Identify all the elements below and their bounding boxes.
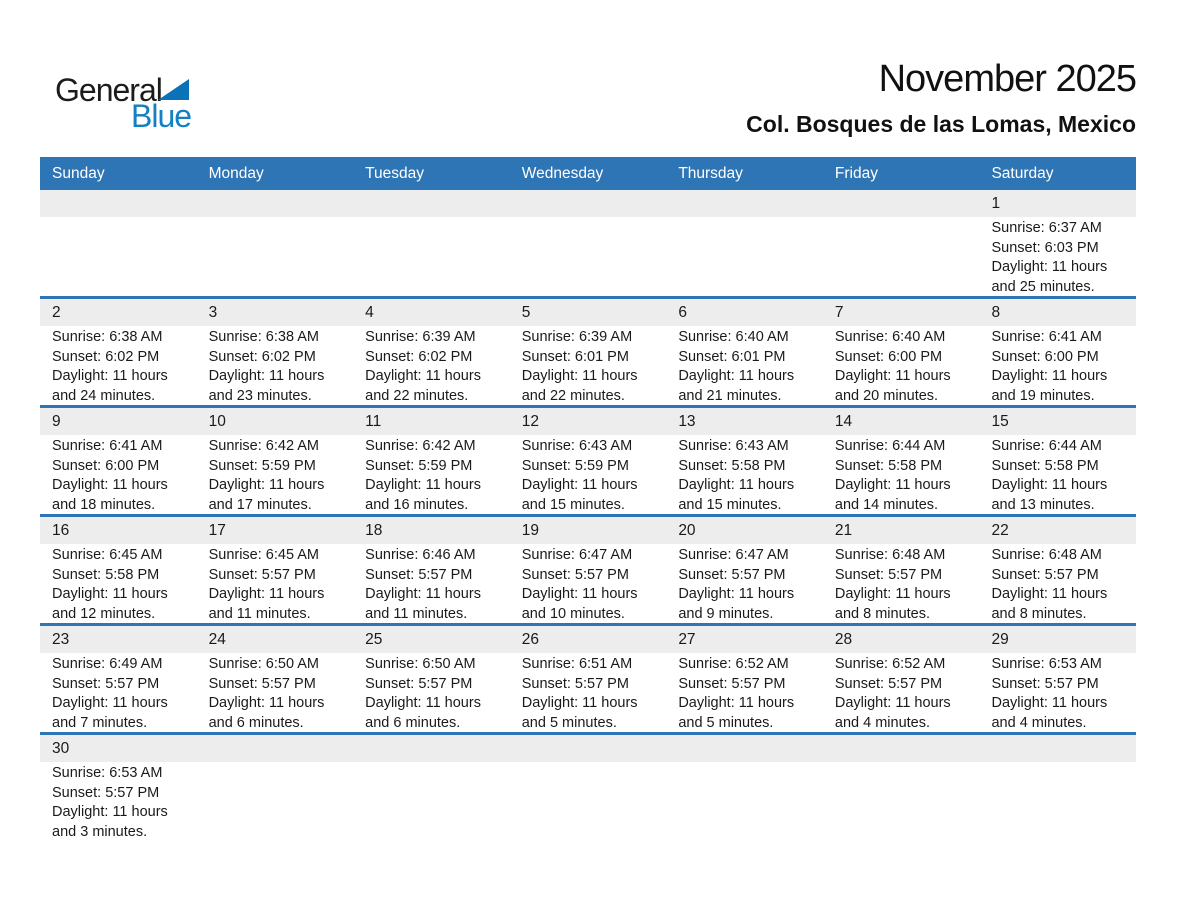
sunset-text: Sunset: 5:57 PM — [991, 566, 1099, 583]
daylight-text: Daylight: 11 hours and 9 minutes. — [678, 586, 795, 622]
sunset-text: Sunset: 5:57 PM — [678, 566, 786, 583]
sunset-text: Sunset: 5:58 PM — [834, 457, 943, 474]
day-cell — [353, 544, 510, 623]
week-body — [40, 762, 1136, 841]
sunrise-text: Sunrise: 6:38 AM — [52, 329, 163, 345]
day-number-band — [40, 735, 1136, 762]
daylight-text: Daylight: 11 hours and 7 minutes. — [52, 695, 168, 731]
weekday-thursday: Thursday — [678, 164, 743, 182]
day-cell — [823, 435, 980, 514]
day-number: 12 — [521, 412, 539, 430]
weekday-monday: Monday — [208, 164, 264, 182]
day-number: 15 — [991, 412, 1009, 430]
sunrise-text: Sunrise: 6:43 AM — [521, 438, 633, 454]
empty-day-cell — [197, 217, 354, 296]
day-cell — [353, 435, 510, 514]
day-cell — [979, 326, 1136, 405]
day-cell — [40, 435, 197, 514]
day-number: 7 — [834, 303, 844, 321]
sunset-text: Sunset: 5:57 PM — [365, 566, 473, 583]
sunset-text: Sunset: 6:02 PM — [208, 348, 316, 365]
day-number-band — [40, 408, 1136, 435]
daylight-text: Daylight: 11 hours and 3 minutes. — [52, 804, 168, 840]
day-cell — [979, 544, 1136, 623]
day-cell — [40, 653, 197, 732]
calendar-grid — [40, 190, 1136, 841]
daylight-text: Daylight: 11 hours and 6 minutes. — [365, 695, 481, 731]
sunrise-text: Sunrise: 6:48 AM — [991, 547, 1102, 563]
daylight-text: Daylight: 11 hours and 11 minutes. — [208, 586, 325, 622]
week-row — [40, 190, 1136, 299]
sunset-text: Sunset: 5:57 PM — [991, 675, 1099, 692]
day-number: 20 — [678, 521, 696, 539]
sunset-text: Sunset: 6:02 PM — [365, 348, 473, 365]
weekday-wednesday: Wednesday — [521, 164, 604, 182]
sunrise-text: Sunrise: 6:44 AM — [991, 438, 1102, 454]
sunset-text: Sunset: 5:57 PM — [678, 675, 786, 692]
sunrise-text: Sunrise: 6:52 AM — [678, 656, 789, 672]
day-cell — [40, 544, 197, 623]
day-number: 6 — [678, 303, 687, 321]
empty-day-cell — [979, 762, 1136, 841]
daylight-text: Daylight: 11 hours and 16 minutes. — [365, 477, 481, 513]
day-number-band — [40, 190, 1136, 217]
day-number: 30 — [52, 739, 70, 757]
day-number: 19 — [521, 521, 539, 539]
daylight-text: Daylight: 11 hours and 10 minutes. — [521, 586, 638, 622]
day-number: 3 — [208, 303, 218, 321]
sunset-text: Sunset: 5:57 PM — [521, 566, 629, 583]
title-block — [436, 58, 1136, 138]
weekday-sunday: Sunday — [52, 164, 105, 182]
day-cell — [666, 653, 823, 732]
day-number: 2 — [52, 303, 61, 321]
calendar-table — [40, 157, 1136, 841]
day-number-band — [40, 517, 1136, 544]
day-number: 11 — [365, 412, 382, 430]
sunset-text: Sunset: 5:57 PM — [208, 566, 316, 583]
daylight-text: Daylight: 11 hours and 18 minutes. — [52, 477, 168, 513]
day-cell — [823, 653, 980, 732]
daylight-text: Daylight: 11 hours and 15 minutes. — [678, 477, 795, 513]
sunrise-text: Sunrise: 6:42 AM — [365, 438, 476, 454]
sunset-text: Sunset: 5:58 PM — [991, 457, 1099, 474]
sunset-text: Sunset: 5:57 PM — [834, 675, 943, 692]
day-number: 4 — [365, 303, 374, 321]
sunrise-text: Sunrise: 6:48 AM — [834, 547, 946, 563]
day-number: 14 — [834, 412, 853, 430]
day-cell — [510, 326, 667, 405]
empty-day-cell — [666, 217, 823, 296]
day-number: 17 — [208, 521, 226, 539]
day-cell — [666, 326, 823, 405]
sunrise-text: Sunrise: 6:50 AM — [208, 656, 319, 672]
day-number: 25 — [365, 630, 383, 648]
day-number: 21 — [834, 521, 853, 539]
day-number: 28 — [834, 630, 853, 648]
day-cell — [197, 435, 354, 514]
sunrise-text: Sunrise: 6:41 AM — [52, 438, 163, 454]
day-cell — [353, 653, 510, 732]
sunset-text: Sunset: 5:59 PM — [365, 457, 473, 474]
day-number: 8 — [991, 303, 1001, 321]
daylight-text: Daylight: 11 hours and 11 minutes. — [365, 586, 481, 622]
empty-day-cell — [40, 217, 197, 296]
weekday-tuesday: Tuesday — [365, 164, 425, 182]
day-number: 22 — [991, 521, 1009, 539]
sunset-text: Sunset: 6:00 PM — [834, 348, 943, 365]
sunset-text: Sunset: 6:02 PM — [52, 348, 160, 365]
sunset-text: Sunset: 6:01 PM — [678, 348, 786, 365]
logo-text-blue: Blue — [131, 98, 192, 134]
daylight-text: Daylight: 11 hours and 5 minutes. — [521, 695, 638, 731]
sunset-text: Sunset: 5:59 PM — [521, 457, 629, 474]
day-number: 26 — [521, 630, 539, 648]
sunrise-text: Sunrise: 6:40 AM — [834, 329, 946, 345]
day-cell — [666, 435, 823, 514]
day-cell — [979, 435, 1136, 514]
sunrise-text: Sunrise: 6:45 AM — [208, 547, 319, 563]
sunrise-text: Sunrise: 6:44 AM — [834, 438, 946, 454]
weekday-header-row — [40, 157, 1136, 190]
daylight-text: Daylight: 11 hours and 5 minutes. — [678, 695, 795, 731]
sunrise-text: Sunrise: 6:38 AM — [208, 329, 319, 345]
daylight-text: Daylight: 11 hours and 4 minutes. — [834, 695, 951, 731]
day-number: 9 — [52, 412, 61, 430]
sunset-text: Sunset: 5:57 PM — [834, 566, 943, 583]
empty-day-cell — [823, 217, 980, 296]
sunset-text: Sunset: 5:57 PM — [52, 784, 160, 801]
sunrise-text: Sunrise: 6:51 AM — [521, 656, 633, 672]
day-cell — [510, 435, 667, 514]
sunset-text: Sunset: 5:58 PM — [52, 566, 160, 583]
day-cell — [510, 653, 667, 732]
week-body — [40, 653, 1136, 732]
week-row — [40, 408, 1136, 517]
sunrise-text: Sunrise: 6:47 AM — [521, 547, 633, 563]
day-number: 1 — [991, 194, 1001, 212]
sunset-text: Sunset: 5:57 PM — [208, 675, 316, 692]
sunrise-text: Sunrise: 6:42 AM — [208, 438, 319, 454]
week-row — [40, 299, 1136, 408]
sunrise-text: Sunrise: 6:39 AM — [365, 329, 476, 345]
weekday-saturday: Saturday — [991, 164, 1054, 182]
sunrise-text: Sunrise: 6:40 AM — [678, 329, 789, 345]
sunset-text: Sunset: 5:58 PM — [678, 457, 786, 474]
empty-day-cell — [353, 762, 510, 841]
daylight-text: Daylight: 11 hours and 12 minutes. — [52, 586, 168, 622]
week-row — [40, 735, 1136, 841]
sunrise-text: Sunrise: 6:41 AM — [991, 329, 1102, 345]
week-body — [40, 326, 1136, 405]
empty-day-cell — [353, 217, 510, 296]
sunrise-text: Sunrise: 6:52 AM — [834, 656, 946, 672]
day-cell — [823, 326, 980, 405]
daylight-text: Daylight: 11 hours and 8 minutes. — [834, 586, 951, 622]
day-cell — [197, 326, 354, 405]
daylight-text: Daylight: 11 hours and 25 minutes. — [991, 259, 1108, 295]
daylight-text: Daylight: 11 hours and 8 minutes. — [991, 586, 1108, 622]
logo-text-general: General — [55, 72, 162, 108]
sunrise-text: Sunrise: 6:50 AM — [365, 656, 476, 672]
day-number: 24 — [208, 630, 226, 648]
sunset-text: Sunset: 5:57 PM — [521, 675, 629, 692]
week-row — [40, 626, 1136, 735]
daylight-text: Daylight: 11 hours and 24 minutes. — [52, 368, 168, 404]
day-number-band — [40, 299, 1136, 326]
daylight-text: Daylight: 11 hours and 21 minutes. — [678, 368, 795, 404]
sunrise-text: Sunrise: 6:43 AM — [678, 438, 789, 454]
sunrise-text: Sunrise: 6:49 AM — [52, 656, 163, 672]
day-number: 27 — [678, 630, 696, 648]
daylight-text: Daylight: 11 hours and 13 minutes. — [991, 477, 1108, 513]
day-number: 13 — [678, 412, 696, 430]
week-body — [40, 217, 1136, 296]
empty-day-cell — [197, 762, 354, 841]
empty-day-cell — [666, 762, 823, 841]
sunrise-text: Sunrise: 6:39 AM — [521, 329, 633, 345]
daylight-text: Daylight: 11 hours and 23 minutes. — [208, 368, 325, 404]
day-cell — [666, 544, 823, 623]
day-number: 29 — [991, 630, 1009, 648]
day-cell — [823, 544, 980, 623]
day-cell — [510, 544, 667, 623]
sunrise-text: Sunrise: 6:45 AM — [52, 547, 163, 563]
day-cell — [40, 326, 197, 405]
week-row — [40, 517, 1136, 626]
page-subtitle: Col. Bosques de las Lomas, Mexico — [746, 111, 1136, 137]
daylight-text: Daylight: 11 hours and 17 minutes. — [208, 477, 325, 513]
page-title: November 2025 — [878, 58, 1136, 100]
day-cell — [979, 217, 1136, 296]
empty-day-cell — [510, 762, 667, 841]
daylight-text: Daylight: 11 hours and 20 minutes. — [834, 368, 951, 404]
weekday-friday: Friday — [834, 164, 878, 182]
general-blue-logo — [55, 72, 315, 142]
daylight-text: Daylight: 11 hours and 15 minutes. — [521, 477, 638, 513]
sunset-text: Sunset: 6:00 PM — [991, 348, 1099, 365]
sunrise-text: Sunrise: 6:53 AM — [52, 765, 163, 781]
day-number: 5 — [521, 303, 531, 321]
sunset-text: Sunset: 6:03 PM — [991, 239, 1099, 256]
day-number: 23 — [52, 630, 70, 648]
sunset-text: Sunset: 5:59 PM — [208, 457, 316, 474]
daylight-text: Daylight: 11 hours and 19 minutes. — [991, 368, 1108, 404]
empty-day-cell — [510, 217, 667, 296]
day-number: 16 — [52, 521, 70, 539]
sunrise-text: Sunrise: 6:46 AM — [365, 547, 476, 563]
daylight-text: Daylight: 11 hours and 22 minutes. — [521, 368, 638, 404]
empty-day-cell — [823, 762, 980, 841]
day-number-band — [40, 626, 1136, 653]
day-cell — [197, 653, 354, 732]
week-body — [40, 435, 1136, 514]
daylight-text: Daylight: 11 hours and 14 minutes. — [834, 477, 951, 513]
day-cell — [979, 653, 1136, 732]
sunrise-text: Sunrise: 6:37 AM — [991, 220, 1102, 236]
day-number: 10 — [208, 412, 226, 430]
daylight-text: Daylight: 11 hours and 22 minutes. — [365, 368, 481, 404]
daylight-text: Daylight: 11 hours and 4 minutes. — [991, 695, 1108, 731]
sunset-text: Sunset: 6:00 PM — [52, 457, 160, 474]
day-number: 18 — [365, 521, 383, 539]
sunrise-text: Sunrise: 6:53 AM — [991, 656, 1102, 672]
sunrise-text: Sunrise: 6:47 AM — [678, 547, 789, 563]
sunset-text: Sunset: 6:01 PM — [521, 348, 629, 365]
sunset-text: Sunset: 5:57 PM — [52, 675, 160, 692]
week-body — [40, 544, 1136, 623]
sunset-text: Sunset: 5:57 PM — [365, 675, 473, 692]
day-cell — [40, 762, 197, 841]
day-cell — [353, 326, 510, 405]
logo-triangle-icon — [158, 79, 189, 100]
day-cell — [197, 544, 354, 623]
daylight-text: Daylight: 11 hours and 6 minutes. — [208, 695, 325, 731]
